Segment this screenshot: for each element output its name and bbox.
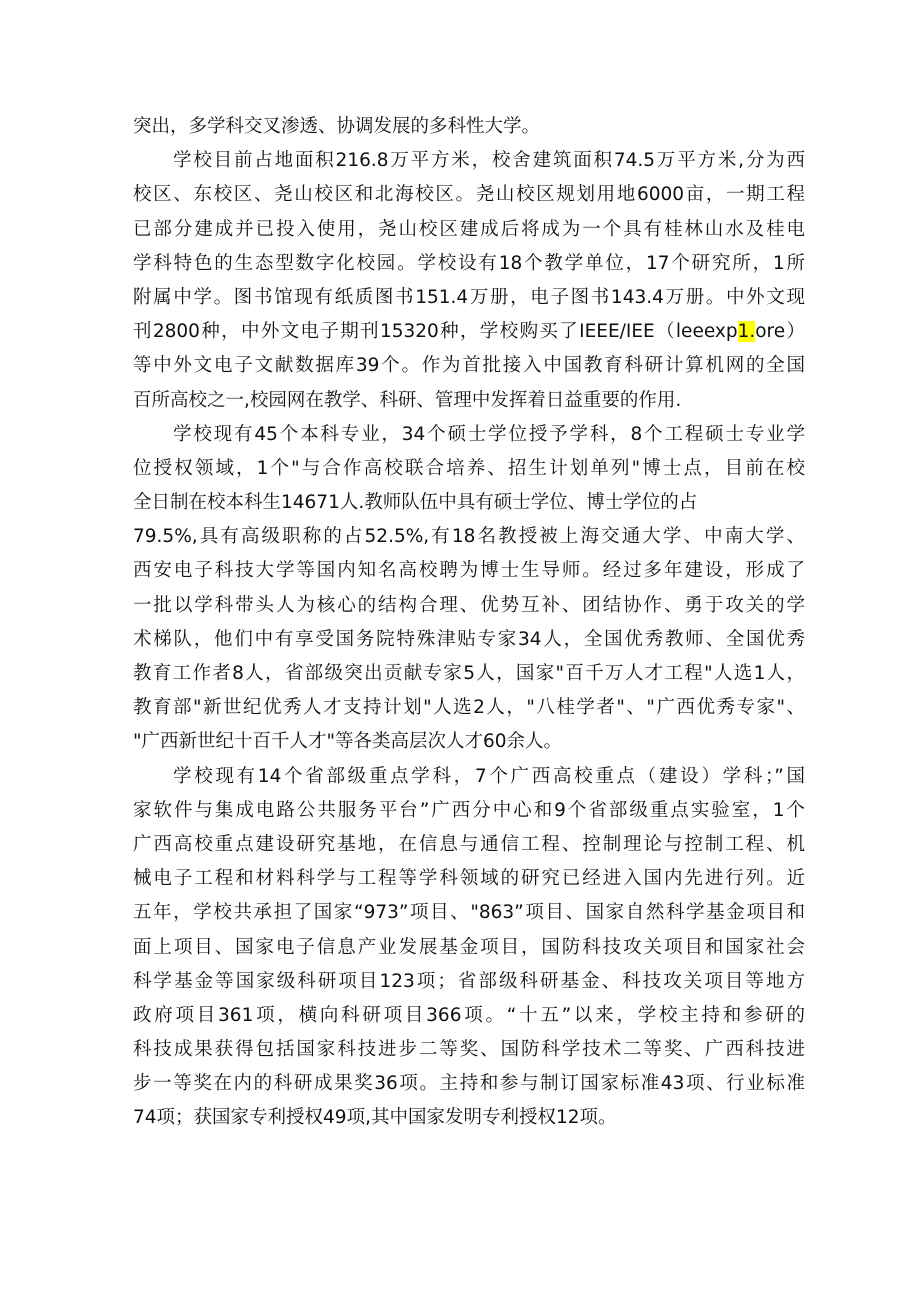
paragraph-2-line-9: "广西新世纪十百千人才"等各类高层次人才60余人。 [133,731,563,753]
paragraph-1-line-4: 附属中学。图书馆现有纸质图书151.4万册，电子图书143.4万册。中外文现 [133,286,805,308]
paragraph-3-line-2: 广西高校重点建设研究基地，在信息与通信工程、控制理论与控制工程、机 [133,833,805,855]
paragraph-3-line-8: 科技成果获得包括国家科技进步二等奖、国防科学技术二等奖、广西科技进 [133,1039,805,1061]
paragraph-1-line-5-before: 刊2800种，中外文电子期刊15320种，学校购买了IEEE/IEE（leeexp [133,321,738,343]
paragraph-2-line-7: 教育工作者8人，省部级突出贡献专家5人，国家"百千万人才工程"人选1人， [133,663,805,684]
paragraph-1-line-0: 学校目前占地面积216.8万平方米，校舍建筑面积74.5万平方米,分为西 [173,150,805,172]
paragraph-3-line-5: 面上项目、国家电子信息产业发展基金项目，国防科技攻关项目和国家社会 [133,936,805,958]
paragraph-2-line-0: 学校现有45个本科专业，34个硕士学位授予学科，8个工程硕士专业学 [173,423,805,445]
paragraph-1-line-2: 已部分建成并已投入使用，尧山校区建成后将成为一个具有桂林山水及桂电 [133,218,805,240]
paragraph-3-line-6: 科学基金等国家级科研项目123项；省部级科研基金、科技攻关项目等地方 [133,970,805,992]
paragraph-1-line-5 [133,315,805,349]
paragraph-3-line-9: 步一等奖在内的科研成果奖36项。主持和参与制订国家标准43项、行业标准 [133,1073,805,1095]
paragraph-2-line-8: 教育部"新世纪优秀人才支持计划"人选2人，"八桂学者"、"广西优秀专家"、 [133,697,805,719]
paragraph-2-line-4: 西安电子科技大学等国内知名高校聘为博士生导师。经过多年建设，形成了 [133,560,805,582]
paragraph-1-line-7: 百所高校之一,校园网在教学、科研、管理中发挥着日益重要的作用. [133,389,682,411]
paragraph-1-line-5-after: ore） [755,321,805,343]
paragraph-3-line-4: 五年，学校共承担了国家“973”项目、"863”项目、国家自然科学基金项目和 [133,902,805,924]
paragraph-2-line-1: 位授权领域，1个"与合作高校联合培养、招生计划单列"博士点，目前在校 [133,457,805,479]
paragraph-3-line-3: 械电子工程和材料科学与工程等学科领域的研究已经进入国内先进行列。近 [133,868,805,890]
paragraph-3-line-7: 政府项目361项，横向科研项目366项。“十五”以来，学校主持和参研的 [133,1004,805,1026]
paragraph-2-line-5: 一批以学科带头人为核心的结构合理、优势互补、团结协作、勇于攻关的学 [133,594,805,616]
paragraph-0-line-0: 突出，多学科交叉渗透、协调发展的多科性大学。 [133,116,541,137]
paragraph-1-line-6: 等中外文电子文献数据库39个。作为首批接入中国教育科研计算机网的全国 [133,355,805,377]
paragraph-2-line-6: 术梯队，他们中有享受国务院特殊津贴专家34人，全国优秀教师、全国优秀 [133,628,805,650]
paragraph-1-line-3: 学科特色的生态型数字化校园。学校设有18个教学单位，17个研究所，1所 [133,252,805,274]
paragraph-3-line-10: 74项；获国家专利授权49项,其中国家发明专利授权12项。 [133,1107,617,1129]
paragraph-3-line-0: 学校现有14个省部级重点学科，7个广西高校重点（建设）学科；”国 [173,765,805,787]
paragraph-2-line-3: 79.5%,具有高级职称的占52.5%,有18名教授被上海交通大学、中南大学、 [133,526,805,548]
paragraph-2-line-2: 全日制在校本科生14671人.教师队伍中具有硕士学位、博士学位的占 [133,492,698,514]
paragraph-3-line-1: 家软件与集成电路公共服务平台”广西分中心和9个省部级重点实验室，1个 [133,799,805,821]
highlighted-text: 1. [737,321,756,343]
document-body [133,110,805,1136]
paragraph-1-line-1: 校区、东校区、尧山校区和北海校区。尧山校区规划用地6000亩，一期工程 [133,184,805,206]
